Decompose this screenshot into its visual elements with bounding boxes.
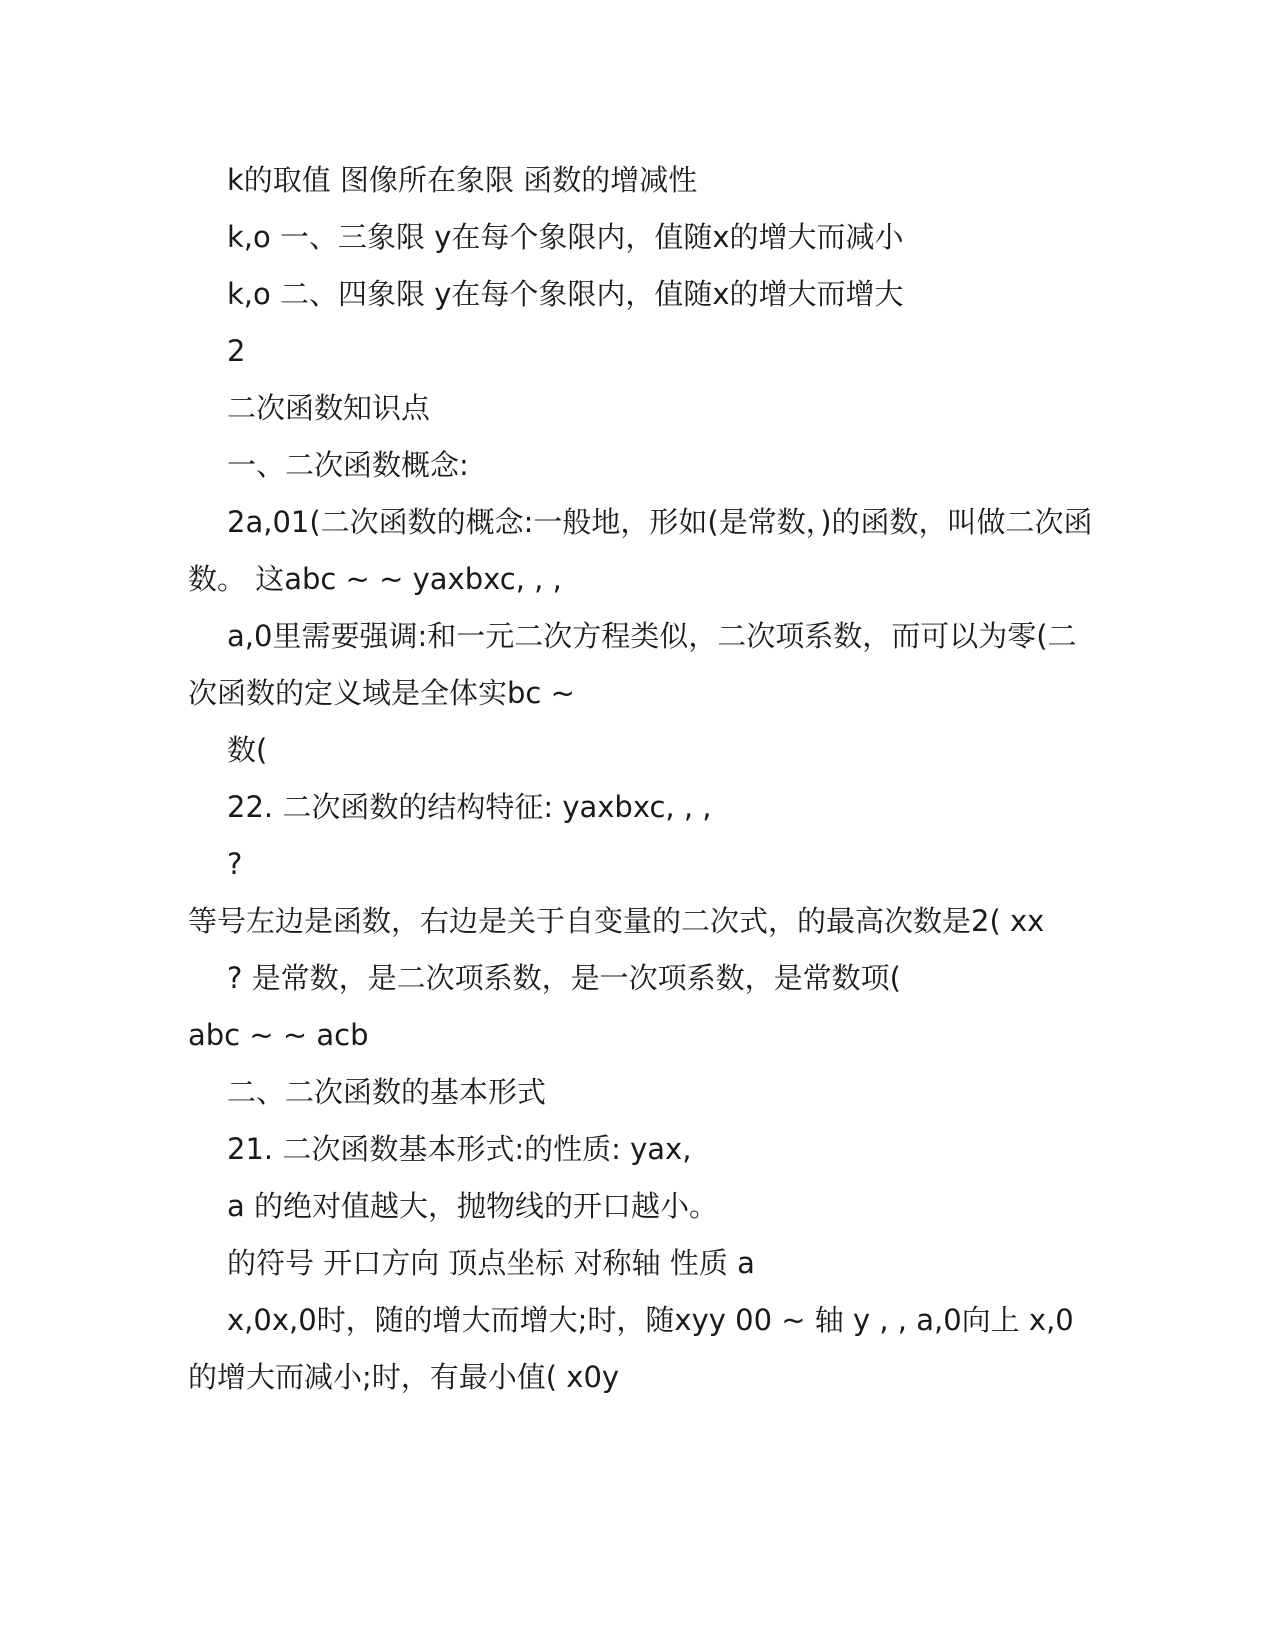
paragraph: 2a,01(二次函数的概念:一般地，形如(是常数，)的函数，叫做二次函数。 这abc ~ ~ yaxbxc, , , — [188, 505, 1093, 596]
paragraph: x,0x,0时，随的增大而增大;时，随xyy 00 ~ 轴 y , , a,0向上 x,0的增大而减小;时，有最小值( x0y — [188, 1303, 1074, 1394]
text-line: 数( — [227, 733, 268, 767]
subsection-heading: 二、二次函数的基本形式 — [227, 1075, 547, 1109]
text-line: a 的绝对值越大，抛物线的开口越小。 — [227, 1189, 718, 1223]
text-line: ? — [227, 847, 243, 881]
text-line: abc ~ ~ acb — [188, 1018, 369, 1052]
section-heading: 二次函数知识点 — [227, 391, 431, 425]
paragraph: a,0里需要强调:和一元二次方程类似，二次项系数，而可以为零(二次函数的定义域是全体实bc ~ — [188, 619, 1077, 710]
paragraph: 等号左边是函数，右边是关于自变量的二次式，的最高次数是2( xx — [188, 904, 1045, 938]
subsection-heading: 一、二次函数概念: — [227, 448, 469, 482]
text-line: 2 — [227, 334, 246, 368]
text-line: 的符号 开口方向 顶点坐标 对称轴 性质 a — [227, 1246, 755, 1280]
document-body — [188, 152, 1100, 1406]
text-line: k的取值 图像所在象限 函数的增减性 — [227, 163, 698, 197]
text-line: 21. 二次函数基本形式:的性质: yax, — [227, 1132, 692, 1166]
text-line: k,o 二、四象限 y在每个象限内，值随x的增大而增大 — [227, 277, 904, 311]
text-line: 22. 二次函数的结构特征: yaxbxc, , , — [227, 790, 712, 824]
text-line: k,o 一、三象限 y在每个象限内，值随x的增大而减小 — [227, 220, 904, 254]
text-line: ? 是常数，是二次项系数，是一次项系数，是常数项( — [227, 961, 901, 995]
